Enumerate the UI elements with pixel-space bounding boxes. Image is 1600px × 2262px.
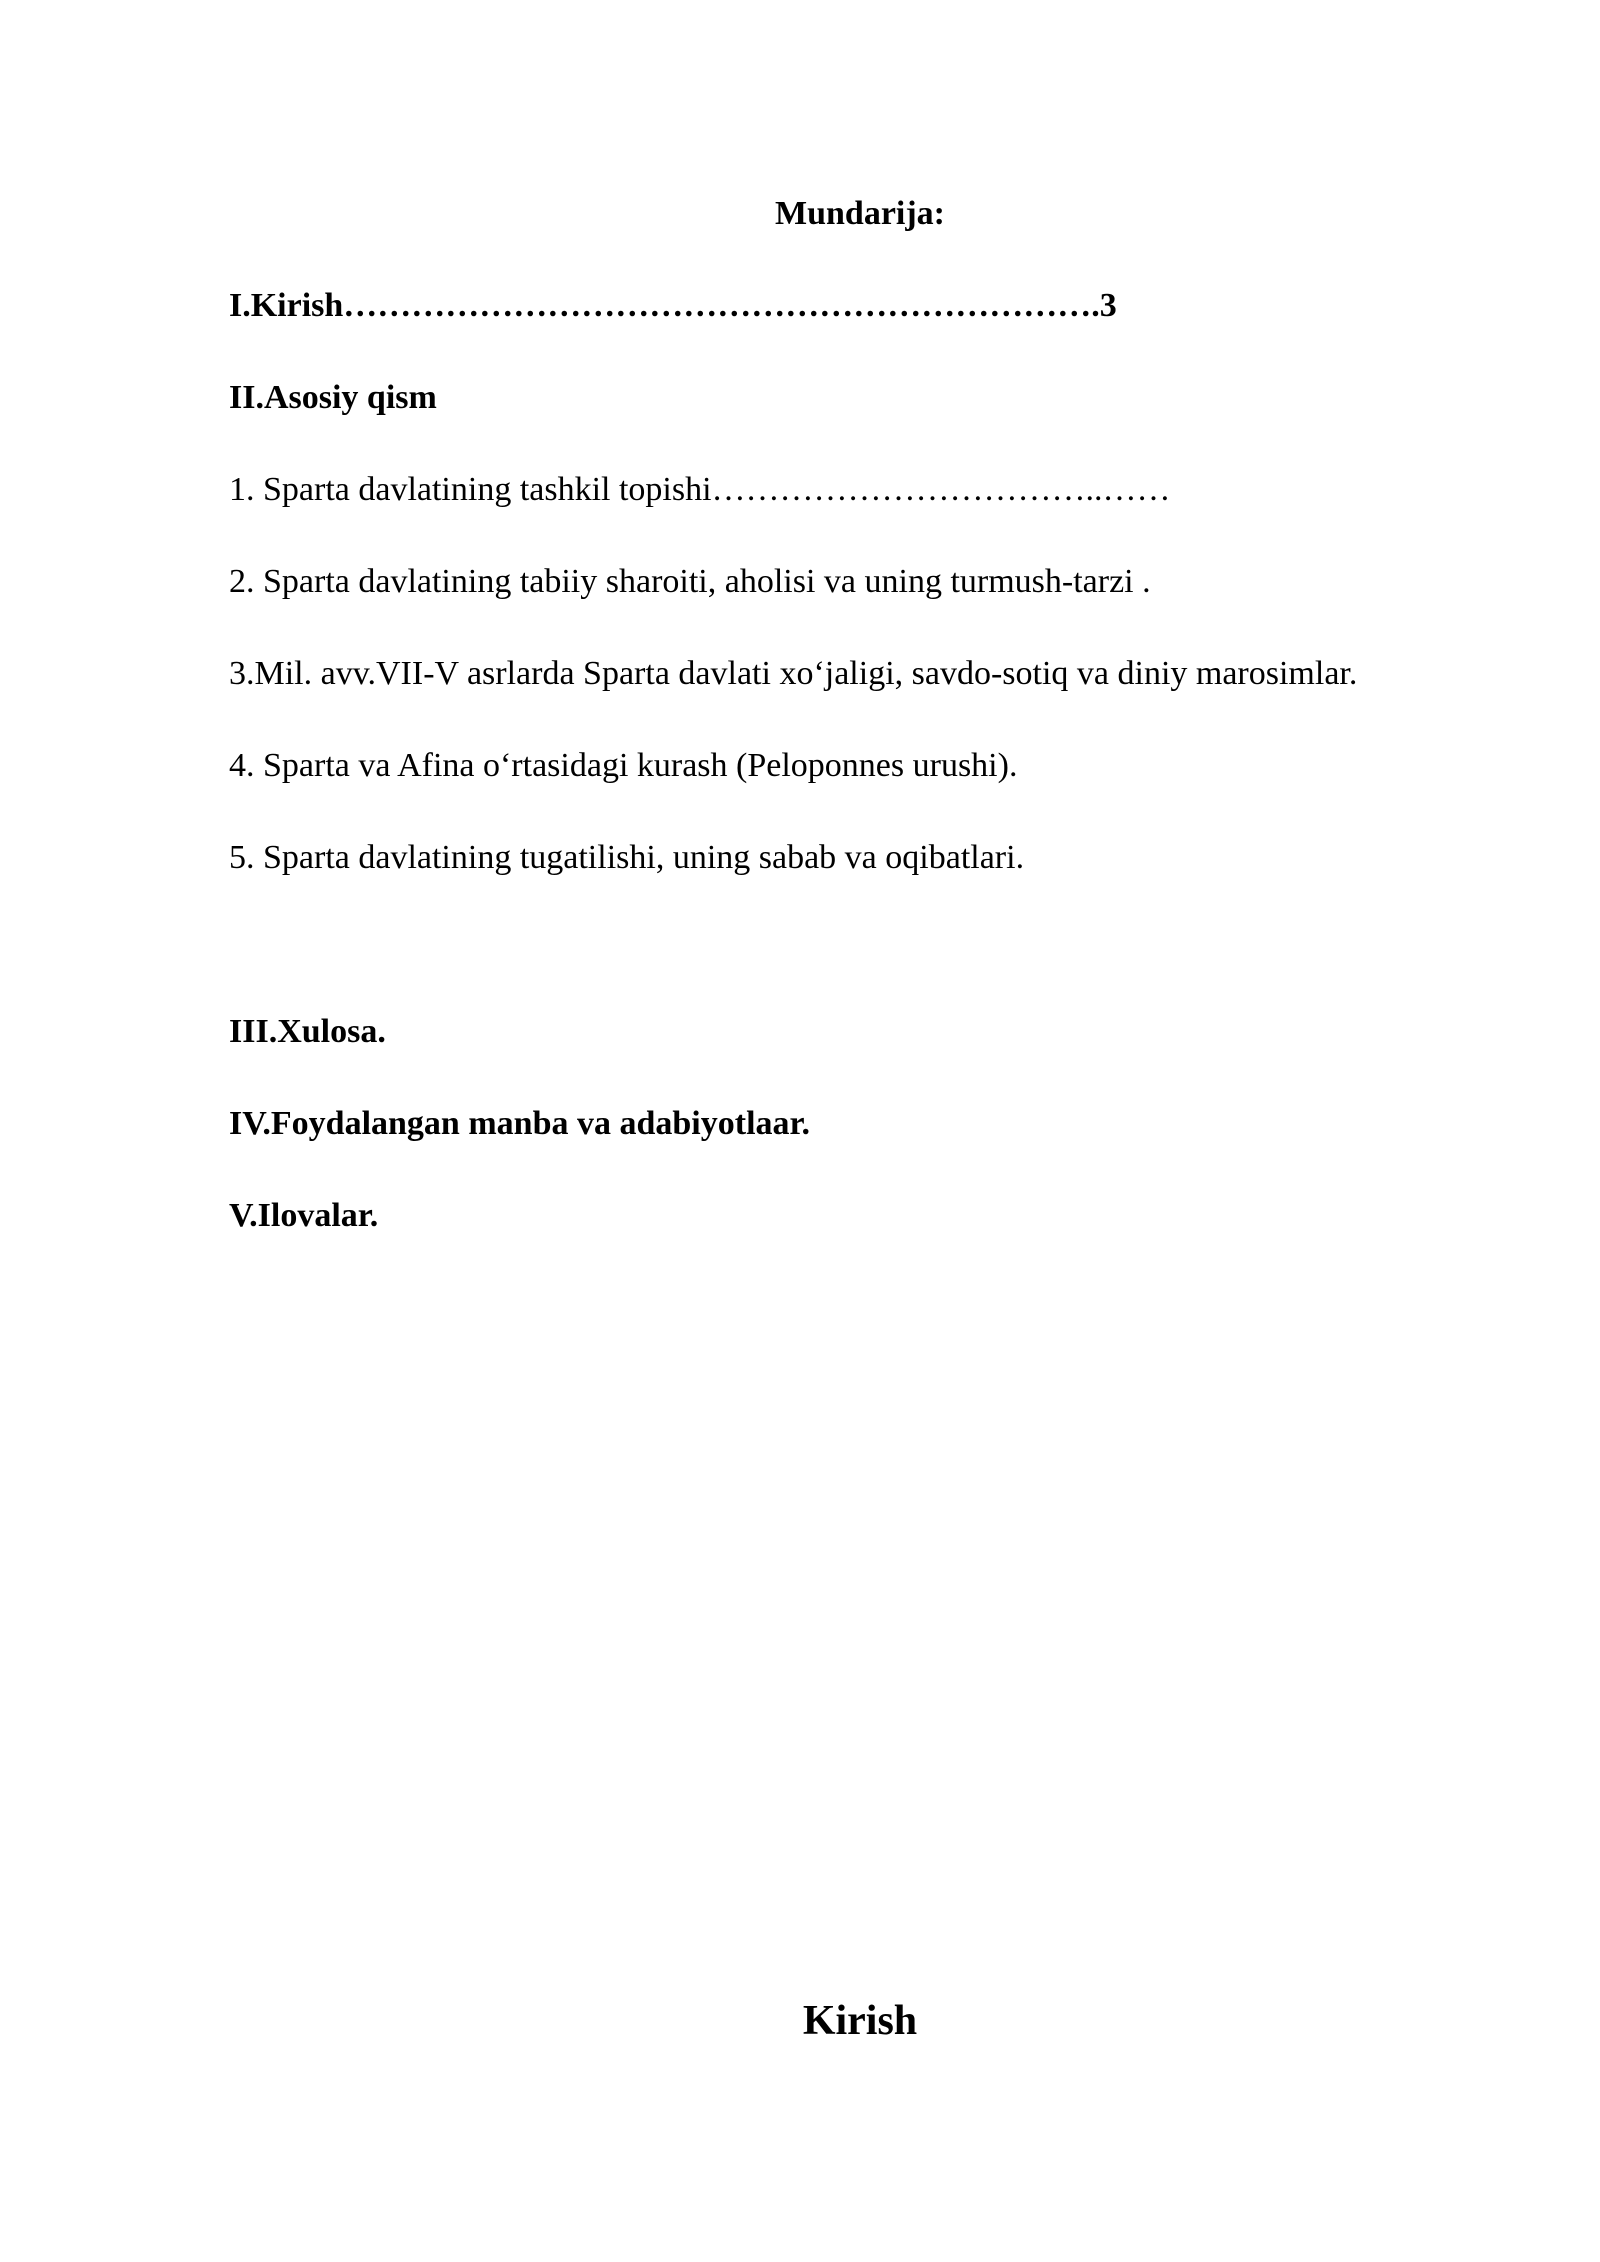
toc-title: Mundarija: [775,195,945,232]
toc-entry-appendices: V.Ilovalar. [229,1197,379,1234]
section-heading: Kirish [802,1998,918,2044]
toc-entry-intro: I.Kirish………………………………………………………….3 [229,287,1117,324]
toc-subitem: 5. Sparta davlatining tugatilishi, uning sabab va oqibatlari. [229,839,1025,876]
toc-subitem: 1. Sparta davlatining tashkil topishi……………………………..…… [229,471,1171,508]
toc-subitem: 2. Sparta davlatining tabiiy sharoiti, aholisi va uning turmush-tarzi . [229,563,1151,600]
toc-entry-main-part: II.Asosiy qism [229,379,437,416]
toc-entry-references: IV.Foydalangan manba va adabiyotlaar. [229,1105,810,1142]
toc-subitem: 3.Mil. avv.VII-V asrlarda Sparta davlati xo‘jaligi, savdo-sotiq va diniy marosimlar. [229,655,1358,692]
toc-subitem: 4. Sparta va Afina o‘rtasidagi kurash (Peloponnes urushi). [229,747,1018,784]
toc-entry-conclusion: III.Xulosa. [229,1013,386,1050]
